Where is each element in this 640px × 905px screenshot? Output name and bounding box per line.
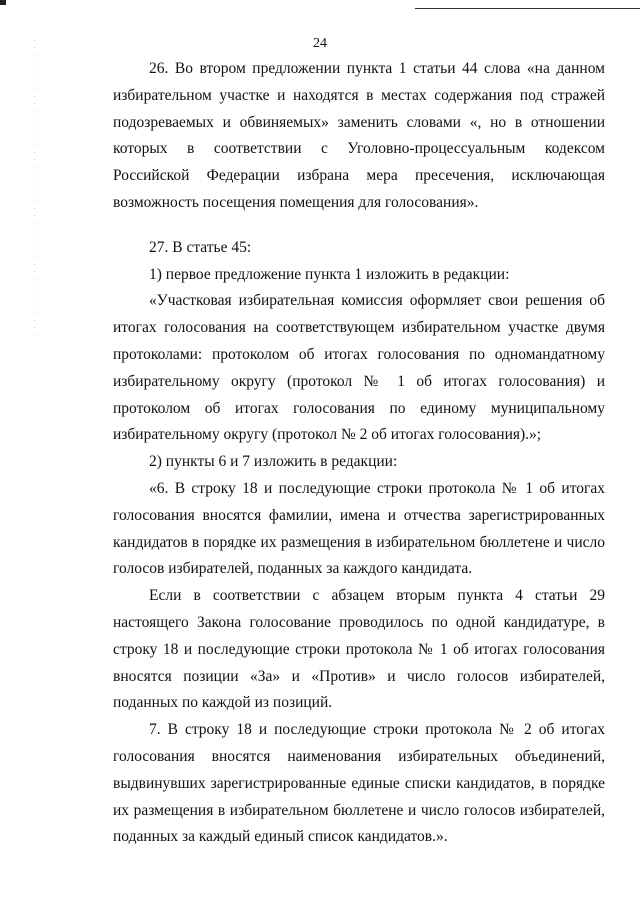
page-number: 24 <box>313 36 327 51</box>
paragraph-subitem-2: 2) пункты 6 и 7 изложить в редакции: <box>149 453 398 471</box>
paragraph-item-26: 26. Во втором предложении пункта 1 статьи 44 слова «на данном избирательном участке и находятся в местах содержания под стражей подозреваемых и обвиняемых» заменить словами «, но в отношении которых в соответствии с Уголовно-процессуальным кодексом Российской Федерации избрана мера пресечения, исключающая возможность посещения помещения для голосования». <box>113 60 605 211</box>
paragraph-point-6-second: Если в соответствии с абзацем вторым пункта 4 статьи 29 настоящего Закона голосование проводилось по одной кандидатуре, в строку 18 и последующие строки протокола № 1 об итогах голосования вносятся позиции «За» и «Против» и число голосов избирателей, поданных по каждой из позиций. <box>113 587 605 712</box>
paragraph-item-27-heading: 27. В статье 45: <box>149 238 252 256</box>
paragraph-point-6: «6. В строку 18 и последующие строки протокола № 1 об итогах голосования вносятся фамилии, имена и отчества зарегистрированных кандидатов в порядке их размещения в избирательном бюллетене и число голосов избирателей, поданных за каждого кандидата. <box>113 479 605 578</box>
paragraph-point-7: 7. В строку 18 и последующие строки протокола № 2 об итогах голосования вносятся наименования избирательных объединений, выдвинувших зарегистрированные единые списки кандидатов, в порядке их размещения в избирательном бюллетене и число голосов избирателей, поданных за каждый единый список кандидатов.». <box>113 721 605 846</box>
paragraph-quoted-point-1: «Участковая избирательная комиссия оформляет свои решения об итогах голосования на соответствующем избирательном участке двумя протоколами: протоколом об итогах голосования по одномандатному избирательному округу (протокол № 1 об итогах голосования) и протоколом об итогах голосования по единому муниципальному избирательному округу (протокол № 2 об итогах голосования).»; <box>113 292 605 444</box>
binding-margin-marks <box>34 40 35 340</box>
scan-corner-mark <box>0 0 6 5</box>
document-body <box>113 56 605 851</box>
header-rule <box>415 8 640 9</box>
paragraph-subitem-1: 1) первое предложение пункта 1 изложить в редакции: <box>149 265 510 283</box>
